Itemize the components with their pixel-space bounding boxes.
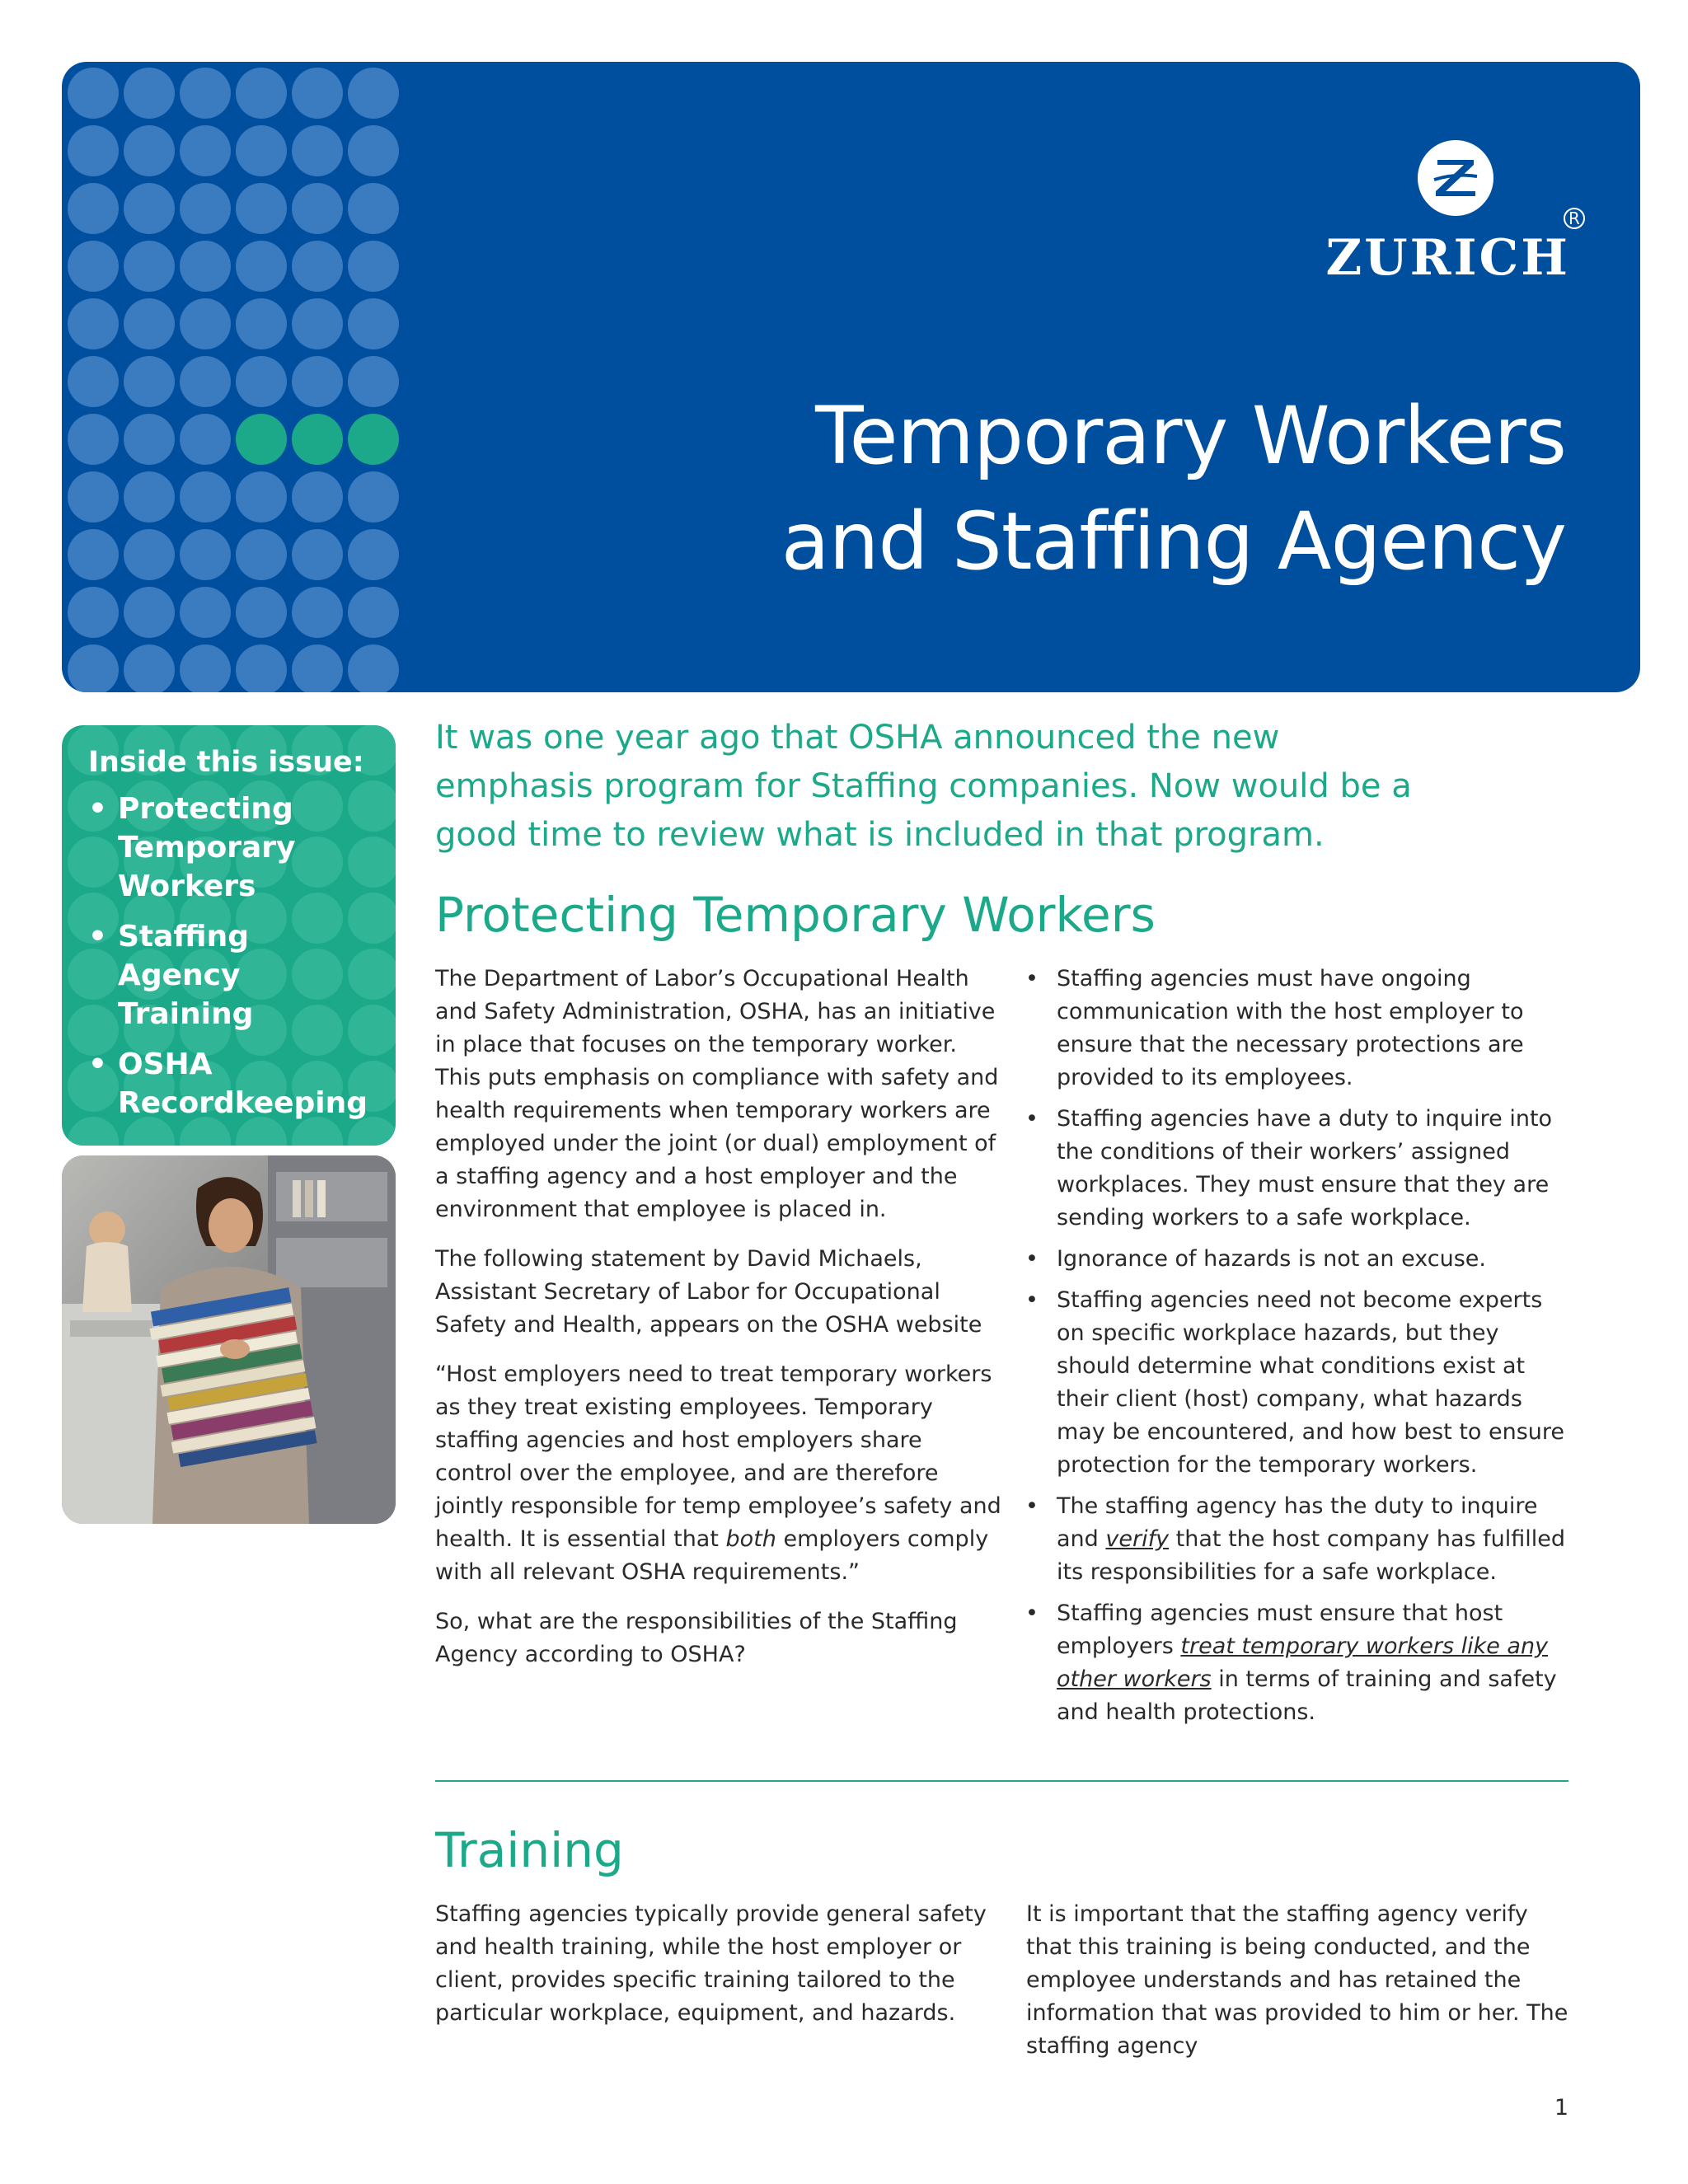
sidebar-content: [88, 743, 379, 1134]
pattern-dot: [180, 68, 231, 119]
pattern-dot: [124, 529, 175, 580]
pattern-dot: [348, 587, 399, 638]
pattern-dot: [124, 414, 175, 465]
pattern-dot: [348, 644, 399, 692]
pattern-dot: [236, 241, 287, 292]
responsibilities-list: [1022, 963, 1574, 1729]
section-divider: [435, 1780, 1568, 1782]
pattern-dot: [236, 68, 287, 119]
page-title: [781, 383, 1566, 594]
issue-list: [88, 790, 379, 1122]
pattern-dot: [292, 125, 343, 176]
treat-workers-link[interactable]: treat temporary workers like any other workers: [1057, 1633, 1549, 1692]
list-item: [1022, 1490, 1574, 1589]
training-heading: Training: [435, 1822, 624, 1878]
pattern-dot: [68, 183, 119, 234]
page-number: 1: [1554, 2095, 1568, 2121]
accent-dot: [348, 414, 399, 465]
pattern-dot: [124, 298, 175, 349]
pattern-dot: [124, 183, 175, 234]
pattern-dot: [180, 125, 231, 176]
list-item: • Staffing agencies need not become experts on specific workplace hazards, but they should determine what conditions exist at their client (host) company, what hazards may be encountered, and how best to ensure protection for the temporary workers.: [1022, 1284, 1574, 1482]
pattern-dot: [68, 471, 119, 523]
protecting-left-column: [435, 963, 1004, 1688]
pattern-dot: [180, 529, 231, 580]
pattern-dot: [348, 356, 399, 407]
pattern-dot: [292, 298, 343, 349]
pattern-dot: [348, 241, 399, 292]
paragraph: The Department of Labor’s Occupational Health and Safety Administration, OSHA, has an initiative in place that focuses on the temporary worker. This puts emphasis on compliance with safety and health requirements when temporary workers are employed under the joint (or dual) employment of a staffing agency and a host employer and the environment that employee is placed in.: [435, 966, 999, 1222]
paragraph: So, what are the responsibilities of the Staffing Agency according to OSHA?: [435, 1609, 958, 1667]
pattern-dot: [180, 414, 231, 465]
pattern-dot: [68, 529, 119, 580]
inside-this-issue-box: [62, 725, 396, 1146]
pattern-dot: [124, 471, 175, 523]
pattern-dot: [348, 471, 399, 523]
accent-dot: [292, 414, 343, 465]
list-item: • Staffing agencies have a duty to inquire into the conditions of their workers’ assigned workplaces. They must ensure that they are sending workers to a safe workplace.: [1022, 1103, 1574, 1235]
quote-text: employers comply with all relevant OSHA requirements.”: [435, 1526, 989, 1585]
title-line-1: Temporary Workers: [815, 390, 1566, 482]
issue-item-recordkeeping: • OSHA Recordkeeping: [88, 1045, 379, 1122]
protecting-right-column: [1022, 963, 1574, 1737]
pattern-dot: [68, 414, 119, 465]
pattern-dot: [68, 587, 119, 638]
accent-dot: [236, 414, 287, 465]
pattern-dot: [180, 587, 231, 638]
pattern-dot: [68, 298, 119, 349]
title-line-2: and Staffing Agency: [781, 495, 1566, 588]
pattern-dot: [348, 298, 399, 349]
pattern-dot: [124, 356, 175, 407]
quote-emphasis: both: [725, 1526, 776, 1552]
pattern-dot: [68, 644, 119, 692]
paragraph: The following statement by David Michaels, Assistant Secretary of Labor for Occupational Safety and Health, appears on the OSHA website: [435, 1246, 982, 1338]
pattern-dot: [236, 529, 287, 580]
pattern-dot: [292, 183, 343, 234]
pattern-dot: [124, 68, 175, 119]
pattern-dot: [292, 587, 343, 638]
pattern-dot: [292, 241, 343, 292]
pattern-dot: [180, 471, 231, 523]
registered-mark: R: [1564, 208, 1585, 229]
pattern-dot: [236, 644, 287, 692]
pattern-dot: [180, 241, 231, 292]
zurich-logo: [1325, 140, 1580, 330]
pattern-dot: [68, 68, 119, 119]
training-right-column: [1026, 1898, 1578, 2079]
pattern-dot: [292, 529, 343, 580]
pattern-dot: [180, 298, 231, 349]
zurich-z-mark-icon: [1418, 140, 1493, 216]
pattern-dot: [292, 356, 343, 407]
dot-pattern-decoration: [62, 62, 408, 692]
pattern-dot: [124, 125, 175, 176]
paragraph: Staffing agencies typically provide general safety and health training, while the host employer or client, provides specific training tailored to the particular workplace, equipment, and hazards.: [435, 1901, 987, 2026]
intro-text: It was one year ago that OSHA announced the new emphasis program for Staffing companies. Now would be a good time to review what is included in that program.: [435, 719, 1412, 854]
list-item: • Ignorance of hazards is not an excuse.: [1022, 1243, 1574, 1276]
pattern-dot: [68, 241, 119, 292]
list-text: The staffing agency has the duty to inquire and: [1057, 1493, 1538, 1552]
pattern-dot: [348, 68, 399, 119]
issue-item-protecting: • Protecting Temporary Workers: [88, 790, 379, 906]
quote-text: “Host employers need to treat temporary workers as they treat existing employees. Temporary staffing agencies and host employers share control over the employee, and are therefore jointly responsible for temp employee’s safety and health. It is essential that: [435, 1361, 1001, 1552]
list-text: in terms of training and safety and health protections.: [1057, 1666, 1557, 1725]
pattern-dot: [68, 356, 119, 407]
pattern-dot: [348, 183, 399, 234]
quote-paragraph: [435, 1358, 1004, 1589]
pattern-dot: [292, 644, 343, 692]
header-banner: [62, 62, 1640, 692]
pattern-dot: [236, 125, 287, 176]
list-text: Staffing agencies must ensure that host employers: [1057, 1601, 1503, 1659]
verify-link[interactable]: verify: [1105, 1526, 1170, 1552]
office-worker-photo: [62, 1155, 396, 1524]
paragraph: It is important that the staffing agency verify that this training is being conducted, and the employee understands and has retained the information that was provided to him or her. The staffing agency: [1026, 1901, 1568, 2059]
pattern-dot: [124, 241, 175, 292]
pattern-dot: [292, 471, 343, 523]
pattern-dot: [68, 125, 119, 176]
pattern-dot: [236, 356, 287, 407]
pattern-dot: [236, 183, 287, 234]
pattern-dot: [180, 644, 231, 692]
brand-wordmark: ZURICH: [1325, 229, 1570, 287]
list-item: [1022, 1597, 1574, 1729]
pattern-dot: [236, 587, 287, 638]
pattern-dot: [292, 68, 343, 119]
pattern-dot: [180, 356, 231, 407]
pattern-dot: [124, 644, 175, 692]
sidebar-heading: Inside this issue:: [88, 746, 364, 779]
list-item: • Staffing agencies must have ongoing communication with the host employer to ensure that the necessary protections are provided to its employees.: [1022, 963, 1574, 1094]
training-left-column: [435, 1898, 1004, 2046]
pattern-dot: [348, 125, 399, 176]
issue-item-training: • Staffing Agency Training: [88, 917, 379, 1033]
pattern-dot: [124, 587, 175, 638]
pattern-dot: [180, 183, 231, 234]
pattern-dot: [236, 298, 287, 349]
protecting-heading: Protecting Temporary Workers: [435, 887, 1156, 943]
list-text: that the host company has fulfilled its responsibilities for a safe workplace.: [1057, 1526, 1566, 1585]
pattern-dot: [348, 529, 399, 580]
pattern-dot: [236, 471, 287, 523]
